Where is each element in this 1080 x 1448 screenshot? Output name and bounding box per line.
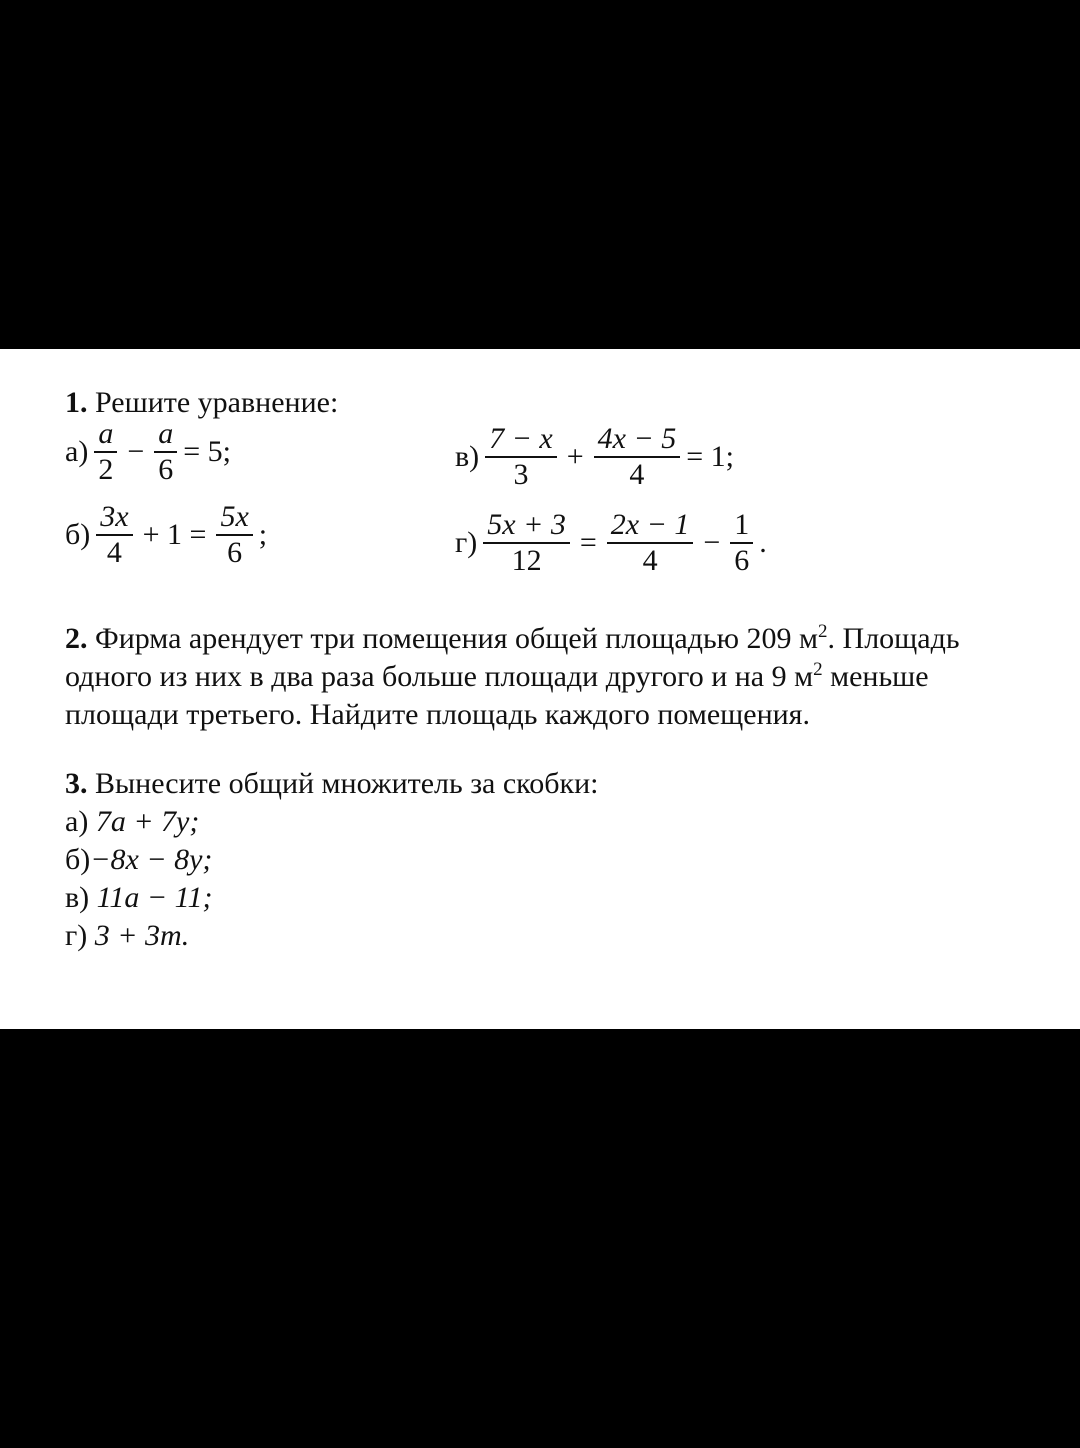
fraction: $\frac{a}{6}$ — [154, 417, 177, 487]
item-label: г) — [455, 526, 478, 559]
equation-tail: . — [759, 526, 767, 559]
fraction: $\frac{4x - 5}{4}$ — [594, 422, 681, 492]
list-item: г) 3 + 3m. — [65, 919, 190, 952]
problem-3 — [65, 765, 598, 955]
list-item: а) 7a + 7y; — [65, 805, 200, 838]
equation-a — [65, 417, 231, 487]
operator: + 1 = — [142, 518, 207, 551]
problem-2 — [65, 620, 960, 734]
problem-number: 2. — [65, 622, 88, 655]
equation-v — [455, 422, 734, 492]
item-label: в) — [455, 440, 480, 473]
fraction: $\frac{3x}{4}$ — [96, 500, 132, 570]
fraction: $\frac{1}{6}$ — [730, 508, 753, 578]
problem-2-line-2: одного из них в два раза больше площади другого и на 9 $м^2$ меньше — [65, 659, 929, 693]
list-item: б)−8x − 8y; — [65, 843, 213, 876]
fraction: $\frac{2x - 1}{4}$ — [607, 508, 694, 578]
operator: − — [127, 435, 145, 468]
fraction: $\frac{a}{2}$ — [94, 417, 117, 487]
operator: = — [579, 526, 597, 559]
operator: + — [566, 440, 584, 473]
problem-number: 3. — [65, 767, 88, 800]
item-label: а) — [65, 435, 89, 468]
item-label: б) — [65, 518, 91, 551]
problem-number: 1. — [65, 386, 88, 419]
equation-tail: ; — [258, 518, 268, 551]
problem-2-line-3: площади третьего. Найдите площадь каждого помещения. — [65, 698, 810, 731]
fraction: $\frac{7 - x}{3}$ — [485, 422, 557, 492]
fraction: $\frac{5x + 3}{12}$ — [483, 508, 570, 578]
equation-g — [455, 508, 767, 578]
list-item: в) 11a − 11; — [65, 881, 213, 914]
problem-2-line-1: 2. Фирма арендует три помещения общей площадью 209 $м^2$. Площадь — [65, 621, 960, 655]
equation-tail: = 5; — [183, 435, 231, 468]
fraction: $\frac{5x}{6}$ — [216, 500, 252, 570]
operator: − — [703, 526, 721, 559]
equation-tail: = 1; — [686, 440, 734, 473]
problem-3-heading: 3. Вынесите общий множитель за скобки: — [65, 767, 599, 800]
equation-b — [65, 500, 267, 570]
problem-title: Решите уравнение: — [95, 386, 339, 419]
